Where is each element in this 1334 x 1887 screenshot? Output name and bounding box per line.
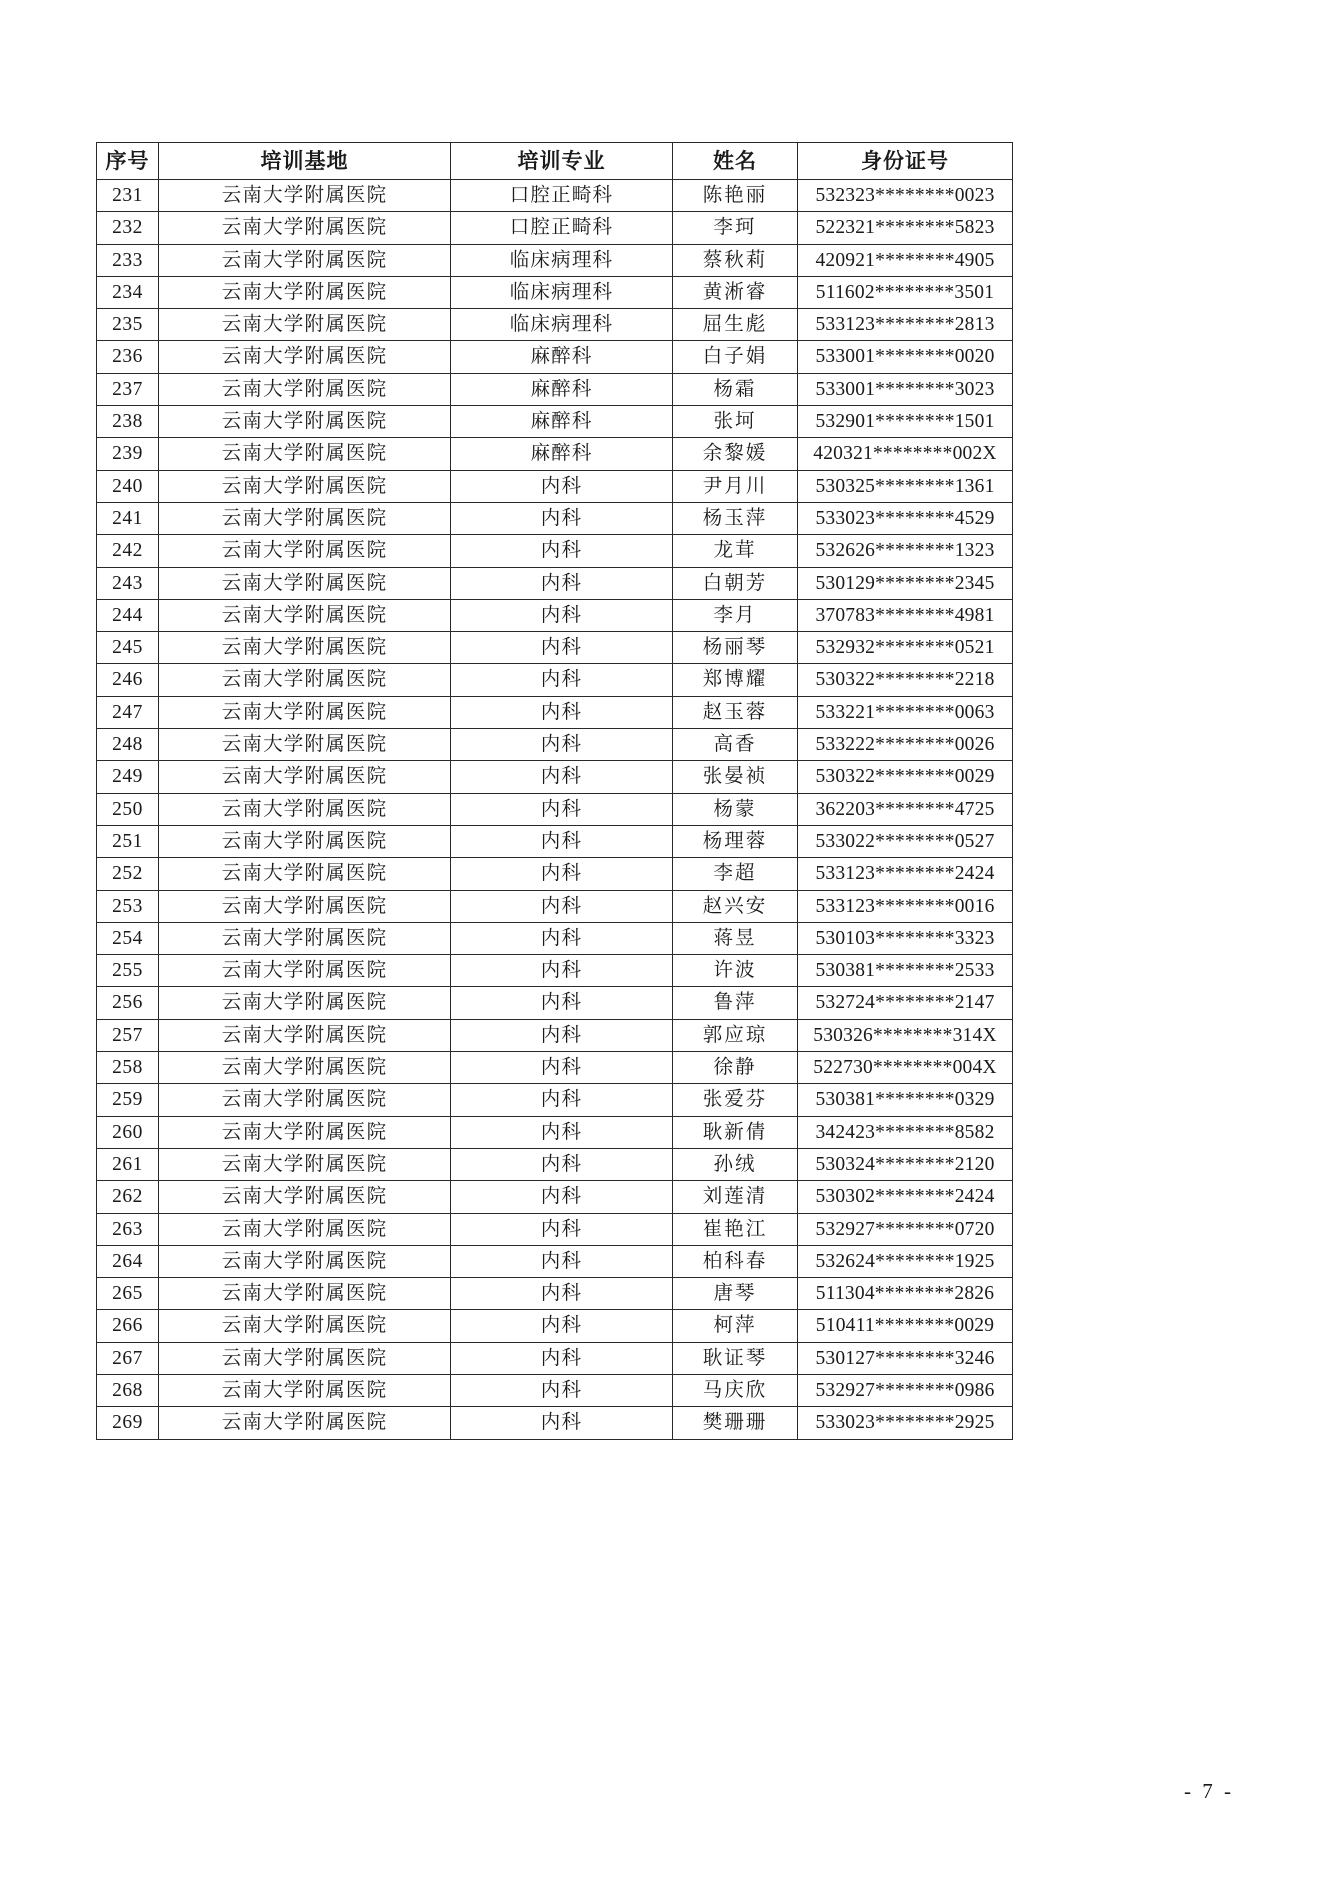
cell-training-major: 内科 [451,825,673,857]
table-row [97,1181,1013,1213]
table-row [97,632,1013,664]
cell-sequence: 260 [97,1116,159,1148]
cell-id-number: 533001********0020 [798,341,1013,373]
cell-trainee-name: 柯萍 [673,1310,798,1342]
cell-sequence: 244 [97,599,159,631]
cell-training-major: 口腔正畸科 [451,180,673,212]
table-row [97,567,1013,599]
table-row [97,212,1013,244]
table-row [97,276,1013,308]
cell-trainee-name: 张晏祯 [673,761,798,793]
table-row [97,373,1013,405]
trainee-roster-table [96,142,1013,1440]
cell-training-base: 云南大学附属医院 [159,1245,451,1277]
cell-trainee-name: 张爱芬 [673,1084,798,1116]
cell-sequence: 237 [97,373,159,405]
cell-training-base: 云南大学附属医院 [159,1278,451,1310]
cell-sequence: 254 [97,922,159,954]
cell-id-number: 532724********2147 [798,987,1013,1019]
cell-training-base: 云南大学附属医院 [159,632,451,664]
cell-id-number: 533123********0016 [798,890,1013,922]
cell-training-base: 云南大学附属医院 [159,955,451,987]
table-row [97,244,1013,276]
cell-training-major: 内科 [451,1245,673,1277]
cell-id-number: 532901********1501 [798,406,1013,438]
cell-trainee-name: 尹月川 [673,470,798,502]
column-header-sequence: 序号 [97,143,159,180]
cell-trainee-name: 屈生彪 [673,309,798,341]
column-header-training-major: 培训专业 [451,143,673,180]
cell-training-major: 内科 [451,1181,673,1213]
cell-training-major: 临床病理科 [451,276,673,308]
cell-trainee-name: 郑博耀 [673,664,798,696]
cell-training-base: 云南大学附属医院 [159,1148,451,1180]
cell-sequence: 245 [97,632,159,664]
table-row [97,761,1013,793]
cell-sequence: 243 [97,567,159,599]
cell-training-base: 云南大学附属医院 [159,212,451,244]
cell-training-major: 临床病理科 [451,244,673,276]
cell-id-number: 530322********2218 [798,664,1013,696]
table-row [97,309,1013,341]
cell-sequence: 242 [97,535,159,567]
table-row [97,825,1013,857]
cell-training-base: 云南大学附属医院 [159,696,451,728]
cell-sequence: 261 [97,1148,159,1180]
table-row [97,696,1013,728]
cell-id-number: 530129********2345 [798,567,1013,599]
table-row [97,1245,1013,1277]
table-header-row [97,143,1013,180]
cell-training-major: 麻醉科 [451,438,673,470]
cell-id-number: 533023********2925 [798,1407,1013,1439]
cell-sequence: 265 [97,1278,159,1310]
cell-id-number: 530381********2533 [798,955,1013,987]
cell-training-major: 内科 [451,987,673,1019]
table-row [97,406,1013,438]
table-row [97,1148,1013,1180]
cell-id-number: 342423********8582 [798,1116,1013,1148]
column-header-id-number: 身份证号 [798,143,1013,180]
cell-trainee-name: 耿证琴 [673,1342,798,1374]
cell-training-base: 云南大学附属医院 [159,664,451,696]
cell-trainee-name: 许波 [673,955,798,987]
cell-id-number: 511602********3501 [798,276,1013,308]
cell-training-major: 内科 [451,535,673,567]
cell-training-base: 云南大学附属医院 [159,1084,451,1116]
cell-sequence: 239 [97,438,159,470]
cell-id-number: 511304********2826 [798,1278,1013,1310]
cell-training-base: 云南大学附属医院 [159,1407,451,1439]
cell-id-number: 532932********0521 [798,632,1013,664]
cell-trainee-name: 高香 [673,729,798,761]
cell-id-number: 533023********4529 [798,502,1013,534]
table-row [97,1213,1013,1245]
cell-sequence: 268 [97,1374,159,1406]
table-row [97,922,1013,954]
cell-training-base: 云南大学附属医院 [159,535,451,567]
cell-id-number: 530302********2424 [798,1181,1013,1213]
cell-id-number: 530322********0029 [798,761,1013,793]
table-row [97,987,1013,1019]
cell-training-base: 云南大学附属医院 [159,341,451,373]
cell-sequence: 232 [97,212,159,244]
cell-trainee-name: 徐静 [673,1052,798,1084]
cell-sequence: 257 [97,1019,159,1051]
cell-training-base: 云南大学附属医院 [159,599,451,631]
cell-trainee-name: 耿新倩 [673,1116,798,1148]
table-row [97,1084,1013,1116]
cell-trainee-name: 赵玉蓉 [673,696,798,728]
cell-training-major: 内科 [451,955,673,987]
cell-training-major: 内科 [451,599,673,631]
table-header [97,143,1013,180]
cell-training-base: 云南大学附属医院 [159,1116,451,1148]
cell-trainee-name: 蔡秋莉 [673,244,798,276]
cell-training-base: 云南大学附属医院 [159,1052,451,1084]
cell-training-major: 内科 [451,1374,673,1406]
cell-training-major: 内科 [451,858,673,890]
table-body [97,180,1013,1440]
cell-sequence: 235 [97,309,159,341]
cell-sequence: 258 [97,1052,159,1084]
cell-sequence: 234 [97,276,159,308]
cell-training-base: 云南大学附属医院 [159,1342,451,1374]
cell-training-major: 内科 [451,761,673,793]
cell-sequence: 233 [97,244,159,276]
cell-trainee-name: 杨霜 [673,373,798,405]
table-row [97,502,1013,534]
cell-training-base: 云南大学附属医院 [159,470,451,502]
cell-trainee-name: 赵兴安 [673,890,798,922]
cell-training-base: 云南大学附属医院 [159,373,451,405]
cell-sequence: 247 [97,696,159,728]
cell-sequence: 267 [97,1342,159,1374]
cell-id-number: 533221********0063 [798,696,1013,728]
cell-id-number: 510411********0029 [798,1310,1013,1342]
table-row [97,858,1013,890]
cell-trainee-name: 蒋昱 [673,922,798,954]
cell-training-base: 云南大学附属医院 [159,729,451,761]
cell-sequence: 248 [97,729,159,761]
cell-training-base: 云南大学附属医院 [159,406,451,438]
table-row [97,955,1013,987]
cell-training-major: 临床病理科 [451,309,673,341]
cell-sequence: 264 [97,1245,159,1277]
roster-table-container [96,142,1012,1440]
cell-trainee-name: 李珂 [673,212,798,244]
cell-sequence: 253 [97,890,159,922]
cell-training-base: 云南大学附属医院 [159,276,451,308]
table-row [97,1407,1013,1439]
cell-training-major: 内科 [451,664,673,696]
table-row [97,180,1013,212]
cell-training-major: 内科 [451,1278,673,1310]
cell-training-base: 云南大学附属医院 [159,793,451,825]
column-header-name: 姓名 [673,143,798,180]
cell-training-base: 云南大学附属医院 [159,825,451,857]
cell-sequence: 249 [97,761,159,793]
cell-trainee-name: 马庆欣 [673,1374,798,1406]
cell-trainee-name: 白朝芳 [673,567,798,599]
cell-training-major: 口腔正畸科 [451,212,673,244]
cell-training-major: 内科 [451,1052,673,1084]
table-row [97,793,1013,825]
cell-training-major: 内科 [451,1342,673,1374]
cell-training-major: 内科 [451,632,673,664]
cell-trainee-name: 杨蒙 [673,793,798,825]
cell-training-major: 内科 [451,1213,673,1245]
cell-trainee-name: 孙绒 [673,1148,798,1180]
cell-sequence: 269 [97,1407,159,1439]
cell-sequence: 252 [97,858,159,890]
cell-id-number: 420921********4905 [798,244,1013,276]
table-row [97,470,1013,502]
cell-training-base: 云南大学附属医院 [159,987,451,1019]
cell-training-base: 云南大学附属医院 [159,502,451,534]
cell-training-base: 云南大学附属医院 [159,761,451,793]
cell-training-base: 云南大学附属医院 [159,244,451,276]
cell-sequence: 262 [97,1181,159,1213]
cell-id-number: 532624********1925 [798,1245,1013,1277]
cell-training-base: 云南大学附属医院 [159,180,451,212]
cell-sequence: 251 [97,825,159,857]
cell-id-number: 532927********0986 [798,1374,1013,1406]
cell-training-major: 内科 [451,1019,673,1051]
cell-id-number: 530127********3246 [798,1342,1013,1374]
cell-training-major: 内科 [451,567,673,599]
page-number-footer: - 7 - [1184,1779,1234,1803]
cell-id-number: 420321********002X [798,438,1013,470]
cell-sequence: 266 [97,1310,159,1342]
table-row [97,438,1013,470]
cell-training-base: 云南大学附属医院 [159,1310,451,1342]
cell-sequence: 255 [97,955,159,987]
cell-training-major: 麻醉科 [451,373,673,405]
cell-training-major: 麻醉科 [451,341,673,373]
cell-trainee-name: 柏科春 [673,1245,798,1277]
cell-trainee-name: 鲁萍 [673,987,798,1019]
column-header-training-base: 培训基地 [159,143,451,180]
table-row [97,1374,1013,1406]
table-row [97,729,1013,761]
cell-trainee-name: 杨丽琴 [673,632,798,664]
cell-training-major: 内科 [451,1084,673,1116]
cell-training-major: 内科 [451,696,673,728]
cell-training-base: 云南大学附属医院 [159,1019,451,1051]
table-row [97,535,1013,567]
cell-training-major: 内科 [451,729,673,761]
cell-training-major: 内科 [451,922,673,954]
cell-training-base: 云南大学附属医院 [159,438,451,470]
cell-id-number: 530325********1361 [798,470,1013,502]
cell-training-major: 内科 [451,1148,673,1180]
cell-sequence: 236 [97,341,159,373]
cell-sequence: 259 [97,1084,159,1116]
table-row [97,1310,1013,1342]
table-row [97,664,1013,696]
cell-sequence: 263 [97,1213,159,1245]
cell-training-base: 云南大学附属医院 [159,890,451,922]
cell-id-number: 532626********1323 [798,535,1013,567]
cell-training-base: 云南大学附属医院 [159,1213,451,1245]
cell-trainee-name: 白子娟 [673,341,798,373]
table-row [97,1278,1013,1310]
cell-sequence: 241 [97,502,159,534]
cell-training-major: 麻醉科 [451,406,673,438]
cell-id-number: 530103********3323 [798,922,1013,954]
table-row [97,1019,1013,1051]
cell-trainee-name: 崔艳江 [673,1213,798,1245]
cell-training-base: 云南大学附属医院 [159,309,451,341]
cell-id-number: 522730********004X [798,1052,1013,1084]
cell-training-major: 内科 [451,1310,673,1342]
table-row [97,890,1013,922]
cell-id-number: 533123********2813 [798,309,1013,341]
cell-trainee-name: 张坷 [673,406,798,438]
cell-trainee-name: 余黎媛 [673,438,798,470]
cell-id-number: 522321********5823 [798,212,1013,244]
cell-trainee-name: 黄淅睿 [673,276,798,308]
cell-trainee-name: 唐琴 [673,1278,798,1310]
table-row [97,1052,1013,1084]
cell-id-number: 530381********0329 [798,1084,1013,1116]
cell-sequence: 231 [97,180,159,212]
cell-id-number: 530324********2120 [798,1148,1013,1180]
cell-training-base: 云南大学附属医院 [159,1374,451,1406]
cell-trainee-name: 刘莲清 [673,1181,798,1213]
cell-id-number: 533123********2424 [798,858,1013,890]
cell-sequence: 238 [97,406,159,438]
table-row [97,599,1013,631]
cell-training-base: 云南大学附属医院 [159,858,451,890]
cell-id-number: 532323********0023 [798,180,1013,212]
cell-trainee-name: 龙茸 [673,535,798,567]
cell-training-major: 内科 [451,470,673,502]
cell-id-number: 533222********0026 [798,729,1013,761]
cell-trainee-name: 陈艳丽 [673,180,798,212]
cell-id-number: 533022********0527 [798,825,1013,857]
cell-training-base: 云南大学附属医院 [159,922,451,954]
cell-id-number: 532927********0720 [798,1213,1013,1245]
cell-training-major: 内科 [451,1116,673,1148]
cell-training-major: 内科 [451,793,673,825]
cell-trainee-name: 杨玉萍 [673,502,798,534]
cell-sequence: 246 [97,664,159,696]
cell-training-base: 云南大学附属医院 [159,567,451,599]
cell-training-major: 内科 [451,890,673,922]
cell-training-major: 内科 [451,1407,673,1439]
cell-trainee-name: 樊珊珊 [673,1407,798,1439]
cell-sequence: 256 [97,987,159,1019]
cell-trainee-name: 郭应琼 [673,1019,798,1051]
cell-id-number: 370783********4981 [798,599,1013,631]
cell-training-major: 内科 [451,502,673,534]
cell-trainee-name: 李月 [673,599,798,631]
cell-id-number: 533001********3023 [798,373,1013,405]
cell-id-number: 362203********4725 [798,793,1013,825]
cell-training-base: 云南大学附属医院 [159,1181,451,1213]
cell-trainee-name: 杨理蓉 [673,825,798,857]
cell-trainee-name: 李超 [673,858,798,890]
cell-sequence: 240 [97,470,159,502]
table-row [97,1342,1013,1374]
cell-sequence: 250 [97,793,159,825]
table-row [97,341,1013,373]
cell-id-number: 530326********314X [798,1019,1013,1051]
table-row [97,1116,1013,1148]
